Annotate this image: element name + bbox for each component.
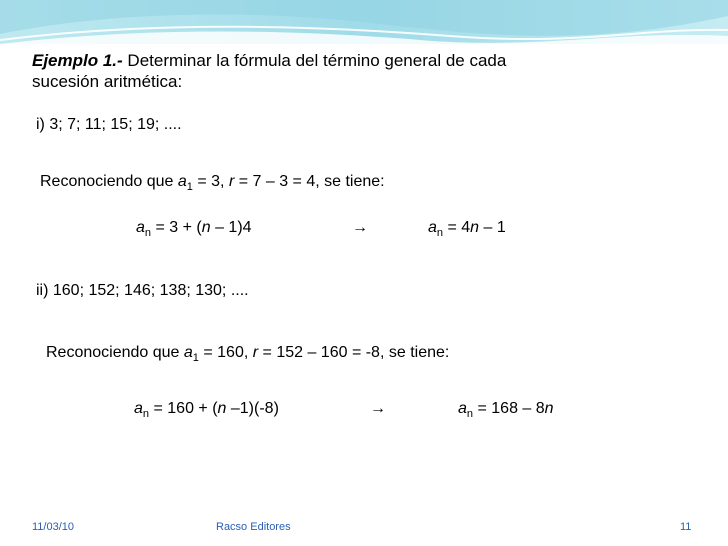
formula-i-left-n: n bbox=[201, 219, 211, 236]
formula-i-left-p1: = 3 + ( bbox=[151, 219, 202, 236]
recognition-i-rest: = 7 – 3 = 4, se tiene: bbox=[234, 173, 385, 190]
sequence-ii: ii) 160; 152; 146; 138; 130; .... bbox=[36, 282, 249, 299]
formula-i-right-a: a bbox=[428, 219, 437, 236]
recognition-i-prefix: Reconociendo que bbox=[40, 173, 178, 190]
formula-ii-right-sub: n bbox=[466, 408, 474, 420]
example-label: Ejemplo 1.- bbox=[32, 51, 123, 70]
formula-ii-left-a: a bbox=[134, 400, 143, 417]
formula-ii-left-p2: –1)(-8) bbox=[226, 400, 279, 417]
recognition-i-sub1: 1 bbox=[186, 181, 193, 193]
recognition-ii-rest: = 152 – 160 = -8, se tiene: bbox=[258, 344, 450, 361]
formula-ii-left-n: n bbox=[217, 400, 227, 417]
recognition-i-a: a bbox=[177, 173, 187, 190]
footer-publisher: Racso Editores bbox=[216, 521, 291, 533]
recognition-i bbox=[40, 172, 385, 192]
formula-i-left-p2: – 1)4 bbox=[210, 219, 252, 236]
formula-ii-right-a: a bbox=[458, 400, 467, 417]
recognition-ii-sub1: 1 bbox=[192, 352, 199, 364]
formula-i-right-p1: = 4 bbox=[443, 219, 471, 236]
formula-ii-left bbox=[134, 399, 279, 419]
example-instruction: Determinar la fórmula del término general de cada bbox=[122, 51, 507, 70]
formula-i-right-sub: n bbox=[436, 227, 444, 239]
recognition-ii-prefix: Reconociendo que bbox=[46, 344, 184, 361]
footer-date: 11/03/10 bbox=[32, 521, 75, 533]
formula-ii-left-sub: n bbox=[142, 408, 150, 420]
arrow-i-icon: → bbox=[352, 219, 368, 236]
example-title-line2: sucesión aritmética: bbox=[32, 72, 183, 91]
recognition-ii-a: a bbox=[183, 344, 193, 361]
arrow-ii-icon: → bbox=[370, 400, 386, 417]
recognition-ii bbox=[46, 343, 449, 363]
example-title-line1 bbox=[32, 51, 506, 71]
formula-i-right-n: n bbox=[470, 219, 480, 236]
formula-i-left bbox=[136, 218, 252, 238]
formula-ii-right-p1: = 168 – 8 bbox=[473, 400, 545, 417]
formula-i-left-sub: n bbox=[144, 227, 152, 239]
formula-ii-right bbox=[458, 399, 554, 419]
recognition-i-r: r bbox=[228, 173, 235, 190]
recognition-ii-mid: = 160, bbox=[198, 344, 253, 361]
formula-ii-left-p1: = 160 + ( bbox=[149, 400, 218, 417]
recognition-i-mid: = 3, bbox=[192, 173, 229, 190]
formula-i-right bbox=[428, 218, 506, 238]
formula-i-left-a: a bbox=[136, 219, 145, 236]
decorative-header-band bbox=[0, 0, 728, 44]
formula-ii-right-n: n bbox=[544, 400, 554, 417]
recognition-ii-r: r bbox=[252, 344, 259, 361]
sequence-i: i) 3; 7; 11; 15; 19; .... bbox=[36, 116, 182, 133]
formula-i-right-p2: – 1 bbox=[479, 219, 506, 236]
footer-page-number: 11 bbox=[680, 521, 692, 533]
